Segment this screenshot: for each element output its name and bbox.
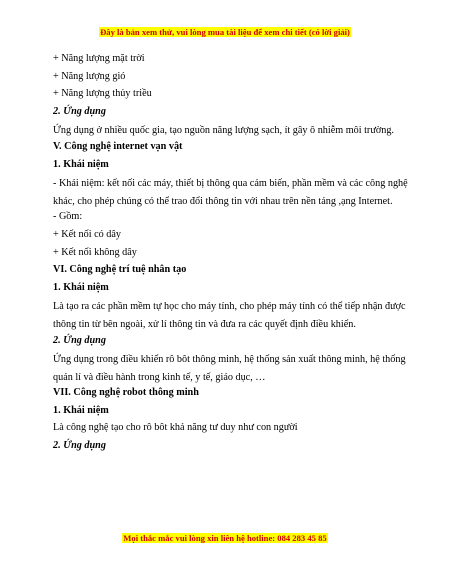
section-heading: VI. Công nghệ trí tuệ nhân tạo	[53, 264, 187, 276]
list-item: + Kết nối không dây	[53, 246, 137, 258]
subsection-heading: 2. Ứng dụng	[53, 440, 106, 452]
list-item: - Khái niệm: kết nối các máy, thiết bị thông qua cảm biến, phần mềm và các công nghệ khác, cho phép chúng có thể trao đổi thông tin với nhau trên nền tảng ,ạng Internet.	[53, 178, 408, 207]
list-item: - Gồm:	[53, 211, 83, 223]
hotline-text: Mọi thắc mắc vui lòng xin liên hệ hotline: 084 283 45 85	[123, 533, 327, 543]
section-heading: VII. Công nghệ robot thông minh	[53, 387, 199, 399]
preview-notice-banner	[0, 27, 450, 37]
preview-notice-text: Đây là bản xem thử, vui lòng mua tài liệu để xem chi tiết (có lời giải)	[100, 27, 350, 37]
paragraph: Là công nghệ tạo cho rô bôt khả năng tư duy như con người	[53, 422, 298, 434]
section-heading: V. Công nghệ internet vạn vật	[53, 140, 183, 152]
paragraph: Ứng dụng trong điều khiển rô bôt thông minh, hệ thống sản xuất thông minh, hệ thống quản lí và điều hành trong kinh tế, y tế, giáo dục, …	[53, 354, 406, 383]
list-item: + Kết nối có dây	[53, 228, 121, 240]
subsection-heading: 2. Ứng dụng	[53, 105, 106, 117]
list-item: + Năng lượng mặt trời	[53, 53, 145, 64]
list-item: + Năng lượng thủy triều	[53, 88, 152, 100]
paragraph: Là tạo ra các phần mềm tự học cho máy tính, cho phép máy tính có thể tiếp nhận được thông tin từ bên ngoài, xử lí thông tin và đưa ra các quyết định điều khiển.	[53, 301, 406, 330]
section-heading: 1. Khái niệm	[53, 158, 109, 170]
hotline-banner	[0, 533, 450, 543]
document-body	[53, 52, 413, 457]
list-item: + Năng lượng gió	[53, 70, 126, 82]
paragraph: Ứng dụng ở nhiều quốc gia, tạo nguồn năng lượng sạch, ít gây ô nhiễm môi trường.	[53, 125, 394, 137]
section-heading: 1. Khái niệm	[53, 404, 109, 416]
subsection-heading: 2. Ứng dụng	[53, 334, 106, 346]
section-heading: 1. Khái niệm	[53, 281, 109, 293]
